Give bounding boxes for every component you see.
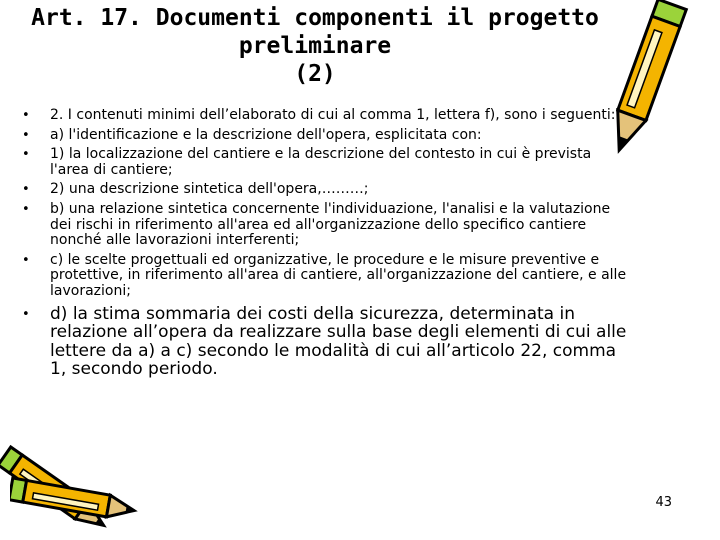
list-item	[22, 202, 627, 249]
list-item	[22, 182, 627, 198]
bullet-text: b) una relazione sintetica concernente l'individuazione, l'analisi e la valutazione dei rischi in riferimento all'area ed all'organizzazione dello specifico cantiere nonché alle lavorazioni interferenti;	[50, 200, 611, 249]
pencil-icon	[10, 455, 160, 540]
bullet-list	[22, 108, 627, 383]
bullet-marker: •	[22, 108, 30, 123]
page-number: 43	[655, 495, 672, 510]
bullet-marker: •	[22, 127, 30, 143]
bullet-marker: •	[22, 306, 30, 322]
bullet-marker: •	[22, 201, 30, 217]
bullet-text: 2) una descrizione sintetica dell'opera,………;	[50, 181, 369, 198]
title-line-3: (2)	[294, 61, 336, 87]
bullet-text: 1) la localizzazione del cantiere e la descrizione del contesto in cui è prevista l'area di cantiere;	[50, 146, 592, 178]
title-line-1: Art. 17. Documenti componenti il progetto	[31, 5, 599, 31]
bullet-text: d) la stima sommaria dei costi della sicurezza, determinata in relazione all’opera da realizzare sulla base degli elementi di cui alle lettere da a) a c) secondo le modalità di cui all’articolo 22, comma 1, secondo periodo.	[50, 303, 627, 380]
bullet-marker: •	[22, 147, 30, 163]
slide-title	[20, 4, 610, 88]
bullet-marker: •	[22, 182, 30, 198]
list-item	[22, 108, 627, 124]
bullet-text: a) l'identificazione e la descrizione dell'opera, esplicitata con:	[50, 126, 482, 143]
list-item	[22, 253, 627, 300]
title-line-2: preliminare	[238, 33, 392, 59]
list-item	[22, 305, 627, 379]
list-item	[22, 147, 627, 178]
bullet-text: c) le scelte progettuali ed organizzative, le procedure e le misure preventive e protettive, in riferimento all'area di cantiere, all'organizzazione del cantiere, e alle lavorazioni;	[50, 251, 627, 299]
list-item	[22, 128, 627, 144]
bullet-marker: •	[22, 252, 30, 268]
bullet-text: 2. I contenuti minimi dell’elaborato di cui al comma 1, lettera f), sono i seguenti:	[50, 107, 616, 123]
